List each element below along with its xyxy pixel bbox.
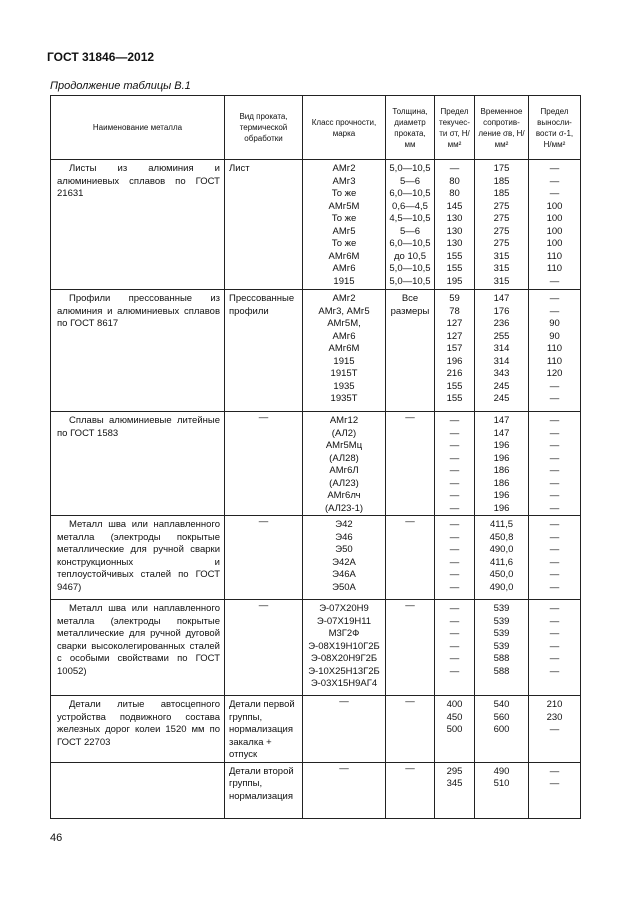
cell-fatigue-value: — bbox=[549, 556, 560, 568]
cell-thickness bbox=[386, 160, 435, 290]
cell-fatigue-value: 110 bbox=[546, 250, 563, 262]
table-row bbox=[51, 600, 581, 696]
cell-yield-value: — bbox=[449, 544, 460, 555]
cell-grade-value: АМг6лч bbox=[327, 490, 361, 501]
cell-tensile-value: 315 bbox=[493, 275, 510, 287]
cell-grade-value: АМг5Мц bbox=[325, 440, 363, 451]
cell-tensile-value: 315 bbox=[493, 250, 510, 262]
cell-tensile-value: 539 bbox=[493, 603, 510, 614]
cell-grade-value: Э46 bbox=[335, 531, 353, 543]
cell-grade-value: 1935 bbox=[333, 380, 355, 392]
cell-grade-value: АМг6 bbox=[332, 263, 356, 274]
cell-metal-name bbox=[51, 762, 225, 818]
cell-yield-value: 127 bbox=[446, 318, 463, 329]
cell-tensile-value: 185 bbox=[493, 175, 510, 187]
cell-yield-value: 127 bbox=[446, 330, 463, 342]
cell-grade bbox=[303, 600, 386, 696]
cell-fatigue-value: 90 bbox=[549, 318, 560, 329]
cell-grade-value: (АЛ2) bbox=[331, 427, 357, 439]
cell-tensile-value: 450,0 bbox=[489, 569, 514, 580]
cell-yield-value: — bbox=[449, 556, 460, 568]
cell-tensile-value: 490 bbox=[493, 765, 510, 777]
table-continuation-caption: Продолжение таблицы В.1 bbox=[50, 80, 191, 92]
cell-grade-value: АМг6М bbox=[328, 343, 360, 354]
cell-tensile-value: 196 bbox=[493, 490, 510, 501]
cell-grade-value: Э-10Х25Н13Г2Б bbox=[308, 665, 380, 677]
cell-yield-value: 145 bbox=[446, 200, 463, 212]
cell-fatigue-value: 110 bbox=[546, 263, 563, 274]
cell-fatigue-value: — bbox=[549, 305, 560, 317]
cell-grade bbox=[303, 696, 386, 763]
cell-fatigue-value: — bbox=[549, 531, 560, 543]
cell-fatigue-value: — bbox=[549, 628, 560, 639]
cell-tensile-value: 245 bbox=[493, 393, 510, 404]
cell-tensile bbox=[475, 412, 529, 516]
table-row bbox=[51, 290, 581, 412]
cell-yield-value: 196 bbox=[446, 355, 463, 367]
cell-fatigue-value: 100 bbox=[546, 225, 563, 237]
cell-fatigue-value: 110 bbox=[546, 355, 563, 367]
cell-grade-value: АМг3 bbox=[332, 175, 356, 187]
cell-yield-value: — bbox=[449, 615, 460, 627]
cell-thickness-value: 5,0—10,5 bbox=[389, 263, 431, 274]
cell-fatigue bbox=[529, 412, 581, 516]
cell-rolled-type-value: — bbox=[258, 600, 269, 611]
cell-tensile-value: 600 bbox=[493, 724, 510, 735]
col-header-type: Вид проката, термической обработки bbox=[225, 96, 303, 160]
cell-thickness bbox=[386, 600, 435, 696]
cell-tensile-value: 176 bbox=[493, 305, 510, 317]
col-header-yield: Предел текучес-ти σт, Н/мм² bbox=[435, 96, 475, 160]
cell-fatigue-value: — bbox=[549, 665, 560, 677]
cell-tensile-value: 185 bbox=[493, 188, 510, 199]
cell-grade-value: АМг6 bbox=[332, 330, 356, 342]
cell-yield-value: — bbox=[449, 628, 460, 639]
cell-yield-value: 155 bbox=[446, 263, 463, 274]
cell-yield-value: 216 bbox=[446, 368, 463, 379]
cell-yield-value: — bbox=[449, 640, 460, 652]
cell-yield-value: — bbox=[449, 531, 460, 543]
cell-thickness-value: 6,0—10,5 bbox=[389, 238, 431, 249]
cell-yield-value: — bbox=[449, 519, 460, 530]
cell-metal-name: Металл шва или наплавленного металла (электроды покрытые металлические для ручной дуговой сварки высоколегированных сталей с особыми свойствами по ГОСТ 10052) bbox=[51, 600, 225, 696]
cell-fatigue-value: — bbox=[549, 615, 560, 627]
cell-fatigue bbox=[529, 696, 581, 763]
cell-yield-value: — bbox=[449, 415, 460, 426]
cell-grade bbox=[303, 762, 386, 818]
cell-yield-value: 130 bbox=[446, 213, 463, 224]
cell-yield-value: 157 bbox=[446, 343, 463, 354]
cell-rolled-type-value: Лист bbox=[229, 163, 250, 174]
cell-yield-value: 400 bbox=[446, 699, 463, 710]
cell-rolled-type-value: Прессованные профили bbox=[229, 293, 295, 317]
cell-yield-value: 195 bbox=[446, 275, 463, 287]
cell-yield-value: 80 bbox=[449, 188, 460, 199]
cell-tensile-value: 186 bbox=[493, 465, 510, 476]
cell-grade-value: — bbox=[339, 696, 349, 707]
cell-thickness bbox=[386, 762, 435, 818]
cell-rolled-type bbox=[225, 412, 303, 516]
cell-grade-value: АМг6Л bbox=[329, 465, 359, 476]
cell-tensile-value: 510 bbox=[493, 778, 510, 789]
cell-fatigue-value: — bbox=[549, 653, 560, 664]
cell-grade-value: Э-03Х15Н9АГ4 bbox=[310, 678, 378, 689]
cell-yield-value: — bbox=[449, 440, 460, 451]
cell-fatigue-value: — bbox=[549, 440, 560, 451]
cell-grade-value: Э42А bbox=[332, 556, 356, 568]
properties-table bbox=[50, 95, 581, 819]
cell-tensile-value: 314 bbox=[493, 343, 510, 354]
page-number: 46 bbox=[50, 832, 63, 844]
cell-thickness-value: 0,6—4,5 bbox=[392, 200, 428, 212]
cell-thickness-value: — bbox=[405, 516, 415, 527]
cell-grade-value: АМг2 bbox=[332, 163, 356, 174]
cell-rolled-type-value: Детали второй группы, нормализация bbox=[229, 765, 294, 802]
cell-yield-value: 155 bbox=[446, 250, 463, 262]
cell-yield-value: — bbox=[449, 452, 460, 464]
cell-tensile-value: 196 bbox=[493, 452, 510, 464]
cell-tensile-value: 588 bbox=[493, 665, 510, 677]
cell-fatigue bbox=[529, 600, 581, 696]
cell-fatigue-value: — bbox=[549, 502, 560, 514]
cell-fatigue-value: 230 bbox=[546, 711, 563, 723]
col-header-fatigue: Предел выносли-вости σ-1, Н/мм² bbox=[529, 96, 581, 160]
cell-grade-value: — bbox=[339, 762, 349, 774]
cell-yield-value: 155 bbox=[446, 393, 463, 404]
cell-tensile bbox=[475, 160, 529, 290]
cell-yield-value: — bbox=[449, 490, 460, 501]
cell-yield-value: — bbox=[449, 163, 460, 174]
cell-grade-value: 1915 bbox=[333, 275, 355, 287]
table-row bbox=[51, 516, 581, 600]
cell-yield bbox=[435, 762, 475, 818]
cell-rolled-type bbox=[225, 762, 303, 818]
cell-rolled-type-value: Детали первой группы, нормализация закалка + отпуск bbox=[229, 699, 295, 760]
cell-tensile-value: 490,0 bbox=[489, 581, 514, 593]
cell-grade-value: АМг2 bbox=[332, 293, 356, 304]
cell-yield bbox=[435, 600, 475, 696]
cell-thickness-value: 5,0—10,5 bbox=[389, 275, 431, 287]
cell-thickness bbox=[386, 696, 435, 763]
document-header: ГОСТ 31846—2012 bbox=[47, 50, 155, 64]
cell-fatigue-value: — bbox=[549, 640, 560, 652]
cell-fatigue-value: — bbox=[549, 465, 560, 476]
cell-tensile-value: 450,8 bbox=[489, 531, 514, 543]
cell-yield-value: — bbox=[449, 502, 460, 514]
cell-rolled-type bbox=[225, 516, 303, 600]
cell-grade bbox=[303, 412, 386, 516]
cell-thickness-value: до 10,5 bbox=[394, 250, 426, 262]
cell-yield bbox=[435, 160, 475, 290]
cell-yield-value: 59 bbox=[449, 293, 460, 304]
cell-grade-value: АМг5М, bbox=[327, 318, 361, 329]
cell-fatigue-value: — bbox=[549, 724, 560, 735]
cell-grade-value: Э-07Х19Н11 bbox=[316, 615, 372, 627]
cell-fatigue-value: — bbox=[549, 293, 560, 304]
cell-yield bbox=[435, 290, 475, 412]
cell-grade-value: Э-07Х20Н9 bbox=[319, 603, 369, 614]
cell-tensile-value: 147 bbox=[493, 293, 510, 304]
cell-fatigue-value: — bbox=[549, 544, 560, 555]
cell-rolled-type-value: — bbox=[258, 516, 269, 527]
cell-tensile-value: 275 bbox=[493, 200, 510, 212]
cell-fatigue-value: — bbox=[549, 477, 560, 489]
cell-fatigue-value: — bbox=[549, 380, 560, 392]
cell-thickness-value: 6,0—10,5 bbox=[389, 188, 431, 199]
col-header-tensile: Временное сопротив-ление σв, Н/мм² bbox=[475, 96, 529, 160]
cell-yield-value: — bbox=[449, 603, 460, 614]
cell-fatigue bbox=[529, 762, 581, 818]
cell-fatigue-value: — bbox=[549, 519, 560, 530]
cell-grade-value: То же bbox=[331, 188, 357, 199]
cell-yield-value: 500 bbox=[446, 724, 463, 735]
cell-fatigue-value: 90 bbox=[549, 330, 560, 342]
cell-thickness-value: — bbox=[405, 696, 415, 707]
cell-tensile-value: 275 bbox=[493, 225, 510, 237]
cell-fatigue-value: — bbox=[549, 490, 560, 501]
cell-fatigue bbox=[529, 160, 581, 290]
cell-tensile-value: 539 bbox=[493, 640, 510, 652]
table-header-row bbox=[51, 96, 581, 160]
cell-thickness-value: 4,5—10,5 bbox=[389, 213, 431, 224]
cell-tensile-value: 245 bbox=[493, 380, 510, 392]
cell-grade-value: Э50 bbox=[335, 544, 353, 555]
cell-grade bbox=[303, 516, 386, 600]
cell-grade-value: Э-08Х19Н10Г2Б bbox=[308, 640, 380, 652]
col-header-grade: Класс прочности, марка bbox=[303, 96, 386, 160]
cell-fatigue-value: — bbox=[549, 175, 560, 187]
cell-grade-value: Э-08Х20Н9Г2Б bbox=[310, 653, 378, 664]
cell-thickness-value: — bbox=[405, 762, 415, 774]
cell-fatigue-value: — bbox=[549, 452, 560, 464]
cell-grade-value: АМг3, АМг5 bbox=[318, 305, 370, 317]
cell-rolled-type bbox=[225, 600, 303, 696]
table-row bbox=[51, 160, 581, 290]
cell-thickness-value: Все размеры bbox=[390, 293, 430, 317]
cell-rolled-type bbox=[225, 290, 303, 412]
cell-tensile-value: 411,5 bbox=[489, 519, 514, 530]
cell-grade-value: М3Г2Ф bbox=[328, 628, 360, 639]
cell-fatigue-value: — bbox=[549, 778, 560, 789]
cell-tensile-value: 255 bbox=[493, 330, 510, 342]
cell-fatigue bbox=[529, 290, 581, 412]
cell-tensile bbox=[475, 762, 529, 818]
cell-tensile-value: 236 bbox=[493, 318, 510, 329]
cell-grade-value: Э46А bbox=[332, 569, 356, 580]
cell-yield-value: 345 bbox=[446, 778, 463, 789]
cell-tensile bbox=[475, 600, 529, 696]
cell-yield-value: — bbox=[449, 569, 460, 580]
cell-tensile-value: 147 bbox=[493, 427, 510, 439]
cell-grade-value: (АЛ28) bbox=[329, 452, 359, 464]
cell-tensile-value: 411,6 bbox=[489, 556, 514, 568]
cell-fatigue-value: — bbox=[549, 765, 560, 777]
cell-yield bbox=[435, 412, 475, 516]
cell-fatigue-value: — bbox=[549, 188, 560, 199]
cell-rolled-type bbox=[225, 160, 303, 290]
cell-grade-value: АМг5 bbox=[332, 225, 356, 237]
cell-thickness-value: 5—6 bbox=[399, 175, 421, 187]
cell-thickness-value: — bbox=[405, 600, 415, 611]
cell-fatigue bbox=[529, 516, 581, 600]
cell-thickness bbox=[386, 412, 435, 516]
cell-metal-name: Детали литые автосцепного устройства подвижного состава железных дорог колеи 1520 мм по ГОСТ 22703 bbox=[51, 696, 225, 763]
cell-yield bbox=[435, 516, 475, 600]
cell-grade-value: (АЛ23) bbox=[329, 477, 359, 489]
cell-tensile-value: 560 bbox=[493, 711, 510, 723]
cell-fatigue-value: 110 bbox=[546, 343, 563, 354]
cell-grade-value: (АЛ23-1) bbox=[324, 502, 364, 514]
cell-yield-value: — bbox=[449, 665, 460, 677]
cell-thickness-value: — bbox=[405, 412, 415, 423]
cell-grade bbox=[303, 160, 386, 290]
cell-fatigue-value: 210 bbox=[546, 699, 563, 710]
cell-tensile-value: 275 bbox=[493, 238, 510, 249]
cell-grade-value: 1935Т bbox=[330, 393, 358, 404]
cell-tensile bbox=[475, 290, 529, 412]
cell-tensile-value: 588 bbox=[493, 653, 510, 664]
cell-thickness-value: 5,0—10,5 bbox=[389, 163, 431, 174]
cell-tensile-value: 175 bbox=[493, 163, 510, 174]
cell-tensile-value: 314 bbox=[493, 355, 510, 367]
col-header-name: Наименование металла bbox=[51, 96, 225, 160]
cell-grade-value: 1915 bbox=[333, 355, 355, 367]
cell-tensile-value: 196 bbox=[493, 440, 510, 451]
cell-fatigue-value: 100 bbox=[546, 238, 563, 249]
cell-grade-value: То же bbox=[331, 213, 357, 224]
cell-yield-value: — bbox=[449, 581, 460, 593]
cell-tensile-value: 196 bbox=[493, 502, 510, 514]
cell-yield-value: — bbox=[449, 427, 460, 439]
table-row bbox=[51, 762, 581, 818]
cell-fatigue-value: 100 bbox=[546, 200, 563, 212]
cell-metal-name: Листы из алюминия и алюминиевых сплавов по ГОСТ 21631 bbox=[51, 160, 225, 290]
cell-thickness bbox=[386, 290, 435, 412]
cell-yield-value: — bbox=[449, 477, 460, 489]
cell-grade bbox=[303, 290, 386, 412]
cell-fatigue-value: 120 bbox=[546, 368, 563, 379]
col-header-thickness: Толщина, диаметр проката, мм bbox=[386, 96, 435, 160]
cell-grade-value: АМг6М bbox=[328, 250, 360, 262]
cell-fatigue-value: — bbox=[549, 569, 560, 580]
table-row bbox=[51, 696, 581, 763]
cell-tensile-value: 490,0 bbox=[489, 544, 514, 555]
cell-yield-value: 80 bbox=[449, 175, 460, 187]
cell-yield-value: 130 bbox=[446, 238, 463, 249]
cell-yield-value: — bbox=[449, 653, 460, 664]
cell-tensile-value: 539 bbox=[493, 615, 510, 627]
cell-metal-name: Сплавы алюминиевые литейные по ГОСТ 1583 bbox=[51, 412, 225, 516]
cell-fatigue-value: — bbox=[549, 275, 560, 287]
cell-fatigue-value: 100 bbox=[546, 213, 563, 224]
cell-metal-name: Металл шва или наплавленного металла (электроды покрытые металлические для ручной сварки конструкционных и теплоустойчивых сталей по ГОСТ 9467) bbox=[51, 516, 225, 600]
cell-grade-value: 1915Т bbox=[330, 368, 358, 379]
cell-tensile bbox=[475, 696, 529, 763]
cell-tensile bbox=[475, 516, 529, 600]
cell-yield bbox=[435, 696, 475, 763]
cell-fatigue-value: — bbox=[549, 163, 560, 174]
cell-grade-value: Э50А bbox=[332, 581, 356, 593]
cell-fatigue-value: — bbox=[549, 603, 560, 614]
cell-thickness bbox=[386, 516, 435, 600]
cell-tensile-value: 147 bbox=[493, 415, 510, 426]
cell-tensile-value: 315 bbox=[493, 263, 510, 274]
cell-grade-value: АМг12 bbox=[329, 415, 359, 426]
cell-grade-value: Э42 bbox=[335, 519, 353, 530]
cell-yield-value: 450 bbox=[446, 711, 463, 723]
cell-tensile-value: 343 bbox=[493, 368, 510, 379]
cell-metal-name: Профили прессованные из алюминия и алюминиевых сплавов по ГОСТ 8617 bbox=[51, 290, 225, 412]
cell-tensile-value: 275 bbox=[493, 213, 510, 224]
cell-yield-value: 155 bbox=[446, 380, 463, 392]
cell-yield-value: — bbox=[449, 465, 460, 476]
cell-rolled-type-value: — bbox=[258, 412, 269, 423]
cell-fatigue-value: — bbox=[549, 393, 560, 404]
cell-rolled-type bbox=[225, 696, 303, 763]
cell-fatigue-value: — bbox=[549, 427, 560, 439]
cell-tensile-value: 540 bbox=[493, 699, 510, 710]
cell-grade-value: АМг5М bbox=[328, 200, 360, 212]
cell-tensile-value: 186 bbox=[493, 477, 510, 489]
cell-fatigue-value: — bbox=[549, 581, 560, 593]
cell-yield-value: 130 bbox=[446, 225, 463, 237]
table-row bbox=[51, 412, 581, 516]
cell-yield-value: 78 bbox=[449, 305, 460, 317]
cell-grade-value: То же bbox=[331, 238, 357, 249]
cell-tensile-value: 539 bbox=[493, 628, 510, 639]
cell-thickness-value: 5—6 bbox=[399, 225, 421, 237]
cell-fatigue-value: — bbox=[549, 415, 560, 426]
cell-yield-value: 295 bbox=[446, 765, 463, 777]
